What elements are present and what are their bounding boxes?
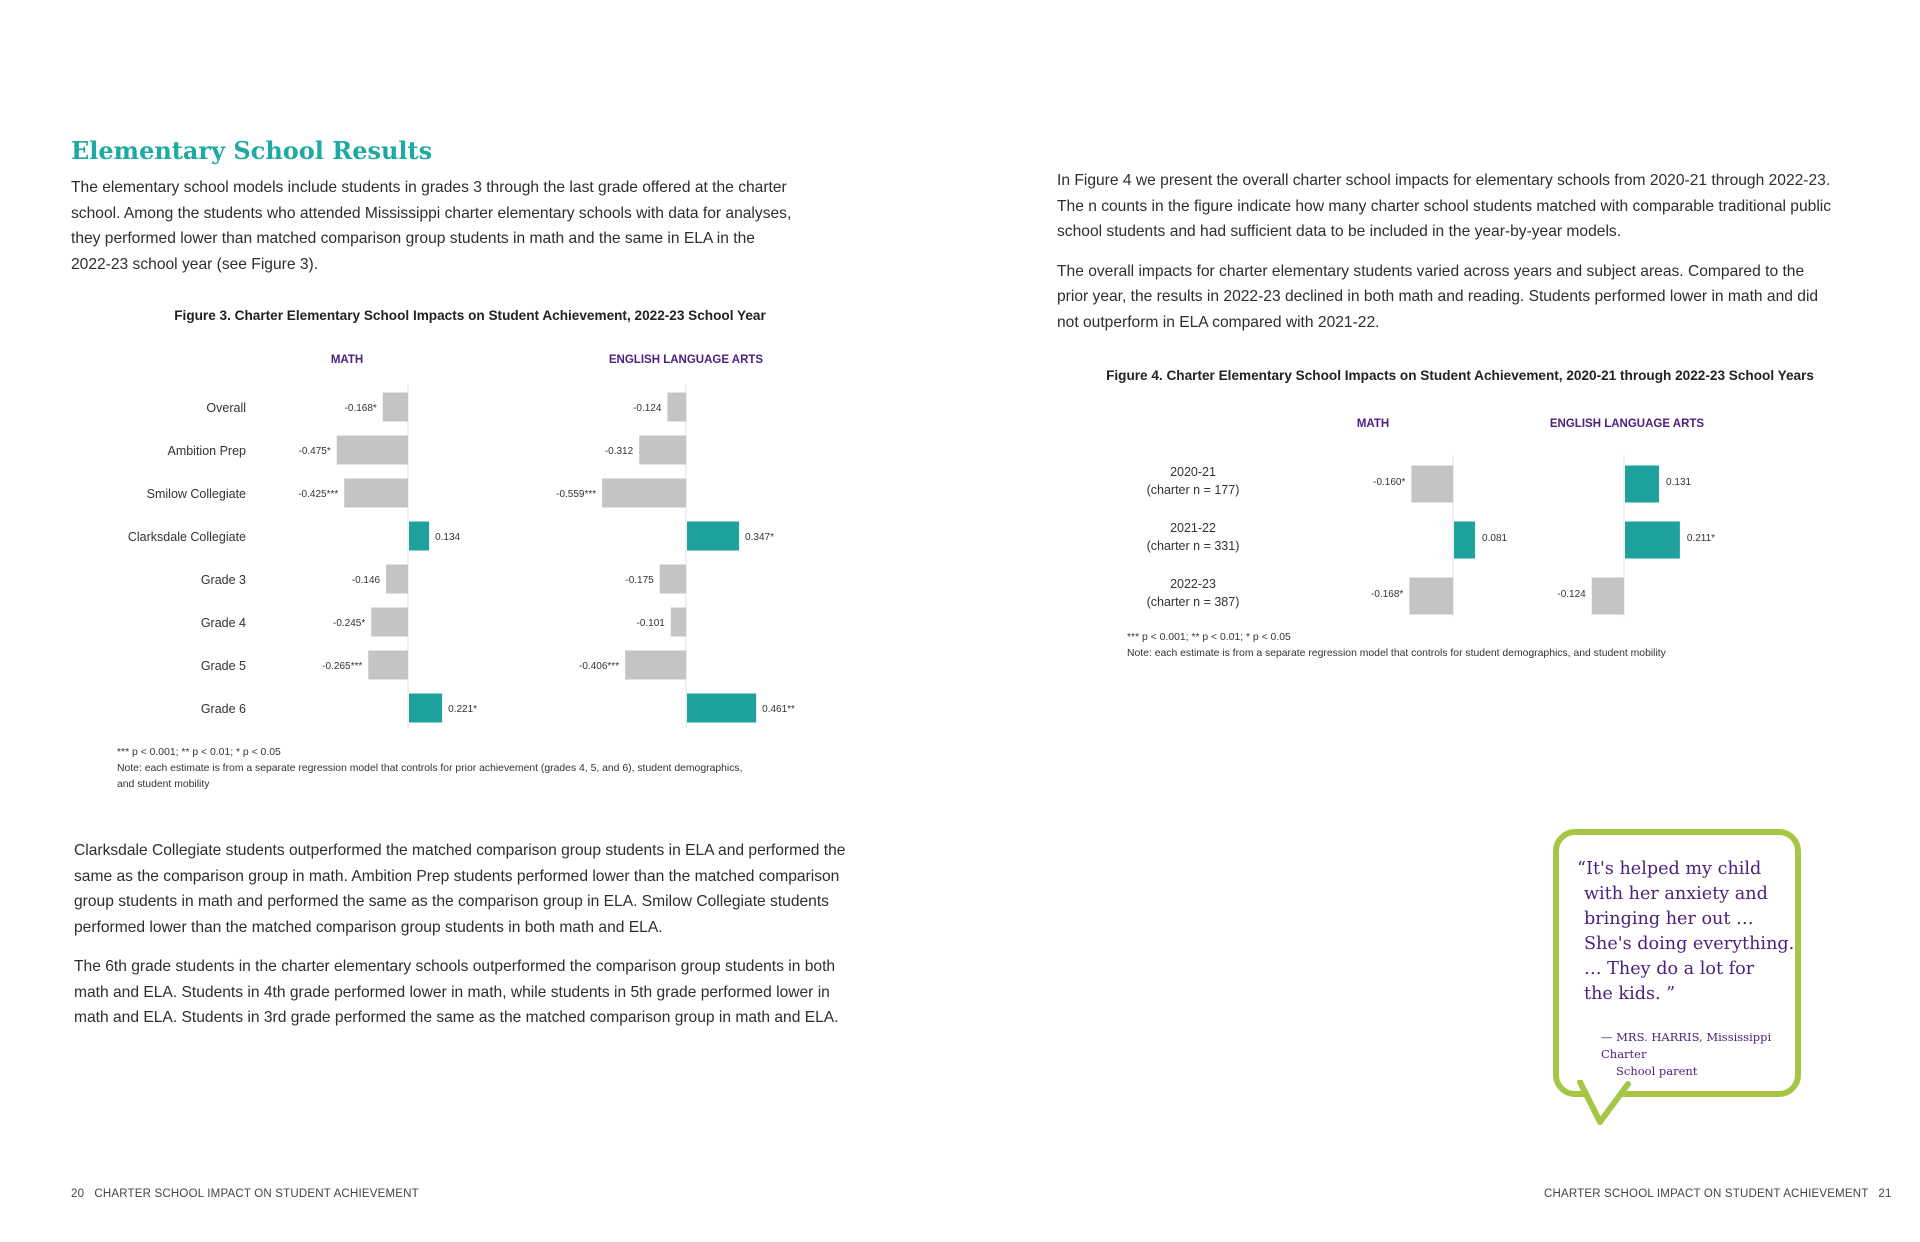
bar (1625, 522, 1680, 559)
overall-impacts-paragraph (1057, 259, 1877, 336)
bar (671, 608, 686, 637)
right-page-footer: CHARTER SCHOOL IMPACT ON STUDENT ACHIEVEMENT 21 (1544, 1188, 1892, 1200)
bar (625, 651, 686, 680)
figure-4-notes (1127, 630, 1887, 662)
significance-note: *** p < 0.001; ** p < 0.01; * p < 0.05 (1127, 632, 1291, 643)
category-label: Ambition Prep (167, 444, 246, 458)
bar (371, 608, 408, 637)
bar (1454, 522, 1475, 559)
para-line: school students and had sufficient data to be included in the year-by-year models. (1057, 223, 1622, 240)
body-line: The 6th grade students in the charter elementary schools outperformed the comparison group students in both (74, 958, 836, 975)
figure-4-intro (1057, 168, 1877, 245)
attribution-line: School parent (1616, 1064, 1698, 1078)
figure-4-chart (1080, 405, 1800, 625)
bar (687, 694, 756, 723)
category-label: Grade 5 (200, 659, 246, 673)
category-sublabel: (charter n = 177) (1146, 483, 1240, 497)
quote-text (1577, 857, 1797, 1007)
panel-title: ENGLISH LANGUAGE ARTS (608, 354, 764, 366)
panel-title: ENGLISH LANGUAGE ARTS (1549, 418, 1705, 430)
figure-4-title: Figure 4. Charter Elementary School Impacts on Student Achievement, 2020-21 through 2022-23 School Years (1106, 368, 1814, 383)
data-label: 0.081 (1482, 533, 1508, 544)
data-label: -0.101 (636, 618, 665, 629)
data-label: -0.312 (604, 446, 634, 457)
para-line: In Figure 4 we present the overall charter school impacts for elementary schools from 2020-21 through 2022-23. (1057, 172, 1831, 189)
quote-line: “It's helped my child (1577, 859, 1762, 879)
quote-line: … They do a lot for (1584, 959, 1755, 979)
para-line: The n counts in the figure indicate how many charter school students matched with comparable traditional public (1057, 197, 1832, 215)
figure-3-title: Figure 3. Charter Elementary School Impacts on Student Achievement, 2022-23 School Year (174, 308, 766, 323)
panel-title: MATH (1356, 418, 1390, 430)
bar (386, 565, 408, 594)
figure-3-notes (117, 745, 837, 793)
bar (1409, 578, 1453, 615)
category-label: 2021-22 (1170, 521, 1216, 535)
bar (368, 651, 408, 680)
data-label: 0.134 (435, 532, 461, 543)
body-line: math and ELA. Students in 4th grade performed lower in math, while students in 5th grade performed lower in (74, 983, 830, 1001)
quote-line: with her anxiety and (1584, 884, 1768, 904)
category-label: 2020-21 (1170, 465, 1216, 479)
para-line: not outperform in ELA compared with 2021-22. (1057, 313, 1380, 331)
data-label: -0.265*** (322, 661, 363, 672)
data-label: -0.168* (344, 403, 377, 414)
bar (660, 565, 686, 594)
quote-callout (1553, 829, 1801, 1097)
category-label: Grade 6 (200, 702, 246, 716)
model-note: Note: each estimate is from a separate regression model that controls for student demographics, and student mobility (1127, 648, 1666, 659)
category-label: Smilow Collegiate (146, 487, 246, 501)
data-label: -0.168* (1371, 589, 1404, 600)
data-label: 0.461** (762, 704, 795, 715)
left-page-footer: 20 CHARTER SCHOOL IMPACT ON STUDENT ACHIEVEMENT (71, 1188, 419, 1200)
bar (1592, 578, 1624, 615)
body-line: same as the comparison group in math. Ambition Prep students performed lower than the matched comparison (74, 867, 840, 885)
data-label: -0.146 (351, 575, 381, 586)
right-paragraphs (1057, 168, 1877, 349)
data-label: 0.221* (448, 704, 478, 715)
quote-line: bringing her out … (1584, 909, 1754, 929)
clarksdale-paragraph (74, 838, 884, 940)
bar (1625, 466, 1659, 503)
category-label: Grade 3 (200, 573, 246, 587)
bar (687, 522, 739, 551)
data-label: -0.124 (1557, 589, 1586, 600)
data-label: -0.475* (298, 446, 331, 457)
body-line: math and ELA. Students in 3rd grade performed the same as the matched comparison group in math and ELA. (74, 1009, 839, 1026)
bar (639, 436, 686, 465)
intro-paragraph (71, 175, 841, 277)
model-note: Note: each estimate is from a separate regression model that controls for prior achievement (grades 4, 5, and 6), student demographics, (117, 763, 743, 774)
intro-line: school. Among the students who attended Mississippi charter elementary schools with data for analyses, (71, 204, 792, 222)
body-paragraphs (74, 838, 884, 1045)
data-label: -0.425*** (298, 489, 339, 500)
intro-line: 2022-23 school year (see Figure 3). (71, 255, 319, 273)
bar (667, 393, 686, 422)
bar (1411, 466, 1453, 503)
data-label: 0.131 (1666, 477, 1692, 488)
category-sublabel: (charter n = 331) (1146, 539, 1240, 553)
grade-paragraph (74, 954, 884, 1031)
data-label: 0.347* (745, 532, 774, 543)
attribution-line: — MRS. HARRIS, Mississippi Charter (1601, 1030, 1772, 1061)
data-label: -0.160* (1373, 477, 1406, 488)
data-label: 0.211* (1686, 533, 1716, 544)
body-line: performed lower than the matched comparison group students in both math and ELA. (74, 918, 663, 936)
para-line: prior year, the results in 2022-23 declined in both math and reading. Students performed lower in math and did (1057, 288, 1819, 305)
significance-note: *** p < 0.001; ** p < 0.01; * p < 0.05 (117, 747, 281, 758)
category-label: 2022-23 (1170, 577, 1216, 591)
category-label: Grade 4 (200, 616, 246, 630)
bar (409, 522, 429, 551)
data-label: -0.559*** (556, 489, 597, 500)
quote-attribution (1601, 1029, 1791, 1080)
section-heading: Elementary School Results (71, 136, 433, 165)
data-label: -0.406*** (579, 661, 620, 672)
intro-line: they performed lower than matched comparison group students in math and the same in ELA in the (71, 230, 755, 247)
quote-line: She's doing everything. (1584, 934, 1795, 954)
bar (337, 436, 408, 465)
data-label: -0.175 (625, 575, 654, 586)
body-line: group students in math and performed the same as the comparison group in ELA. Smilow Collegiate students (74, 893, 829, 910)
para-line: The overall impacts for charter elementary students varied across years and subject areas. Compared to the (1057, 262, 1805, 280)
bar (409, 694, 442, 723)
bar (602, 479, 686, 508)
bar (383, 393, 408, 422)
data-label: -0.245* (333, 618, 366, 629)
figure-3-chart (0, 340, 880, 735)
category-label: Overall (206, 401, 246, 415)
data-label: -0.124 (633, 403, 662, 414)
body-line: Clarksdale Collegiate students outperformed the matched comparison group students in ELA and performed the (74, 842, 846, 859)
quote-line: the kids. ” (1584, 984, 1676, 1004)
category-sublabel: (charter n = 387) (1146, 595, 1240, 609)
category-label: Clarksdale Collegiate (127, 530, 246, 544)
speech-bubble-tail (1572, 1080, 1642, 1130)
model-note-cont: and student mobility (117, 779, 210, 790)
intro-line: The elementary school models include students in grades 3 through the last grade offered at the charter (71, 179, 787, 196)
panel-title: MATH (330, 354, 364, 366)
bar (344, 479, 408, 508)
